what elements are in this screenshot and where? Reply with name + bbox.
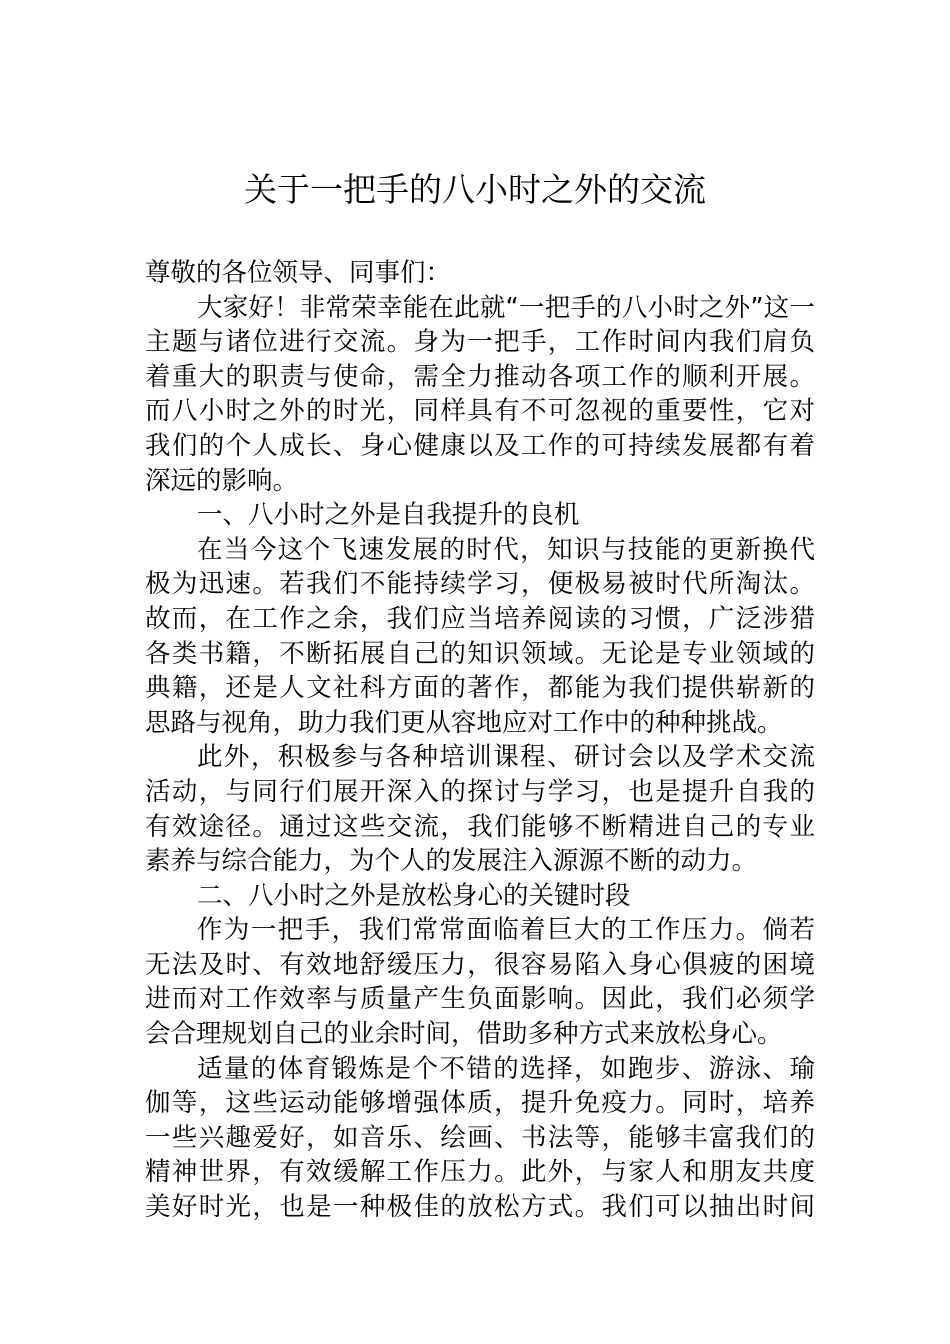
text-line: 主题与诸位进行交流。身为一把手，工作时间内我们肩负 <box>145 327 815 358</box>
section-heading <box>145 879 815 914</box>
text-line: 精神世界，有效缓解工作压力。此外，与家人和朋友共度 <box>145 1157 815 1188</box>
text-line: 而八小时之外的时光，同样具有不可忽视的重要性，它对 <box>145 396 815 427</box>
text-line: 一、八小时之外是自我提升的良机 <box>197 500 580 531</box>
text-line: 极为迅速。若我们不能持续学习，便极易被时代所淘汰。 <box>145 569 815 600</box>
text-line: 美好时光，也是一种极佳的放松方式。我们可以抽出时间 <box>145 1192 815 1223</box>
text-line: 此外，积极参与各种培训课程、研讨会以及学术交流 <box>197 742 815 773</box>
text-line: 典籍，还是人文社科方面的著作，都能为我们提供崭新的 <box>145 673 815 704</box>
text-line: 伽等，这些运动能够增强体质，提升免疫力。同时，培养 <box>145 1088 815 1119</box>
text-line: 思路与视角，助力我们更从容地应对工作中的种种挑战。 <box>145 707 783 738</box>
greeting: 尊敬的各位领导、同事们： <box>145 258 452 288</box>
text-line: 深远的影响。 <box>145 465 299 496</box>
text-line: 各类书籍，不断拓展自己的知识领域。无论是专业领域的 <box>145 638 815 669</box>
section-heading <box>145 498 815 533</box>
text-line: 二、八小时之外是放松身心的关键时段 <box>197 880 631 911</box>
paragraph <box>145 913 815 1051</box>
text-line: 素养与综合能力，为个人的发展注入源源不断的动力。 <box>145 846 758 877</box>
text-line: 活动，与同行们展开深入的探讨与学习，也是提升自我的 <box>145 776 815 807</box>
text-line: 作为一把手，我们常常面临着巨大的工作压力。倘若 <box>197 915 815 946</box>
text-line: 一些兴趣爱好，如音乐、绘画、书法等，能够丰富我们的 <box>145 1122 815 1153</box>
text-line: 会合理规划自己的业余时间，借助多种方式来放松身心。 <box>145 1019 783 1050</box>
text-line: 适量的体育锻炼是个不错的选择，如跑步、游泳、瑜 <box>197 1053 815 1084</box>
text-line: 我们的个人成长、身心健康以及工作的可持续发展都有着 <box>145 430 815 461</box>
text-line: 进而对工作效率与质量产生负面影响。因此，我们必须学 <box>145 984 815 1015</box>
paragraph <box>145 1052 815 1225</box>
paragraph <box>145 740 815 878</box>
text-line: 故而，在工作之余，我们应当培养阅读的习惯，广泛涉猎 <box>145 603 815 634</box>
document-body <box>145 256 815 1225</box>
text-line: 在当今这个飞速发展的时代，知识与技能的更新换代 <box>197 534 815 565</box>
document-title: 关于一把手的八小时之外的交流 <box>244 170 706 209</box>
paragraph <box>145 291 815 499</box>
paragraph <box>145 533 815 741</box>
text-line: 有效途径。通过这些交流，我们能够不断精进自己的专业 <box>145 811 815 842</box>
text-line: 无法及时、有效地舒缓压力，很容易陷入身心俱疲的困境 <box>145 949 815 980</box>
text-line: 大家好！非常荣幸能在此就“一把手的八小时之外”这一 <box>197 292 815 323</box>
text-line: 着重大的职责与使命，需全力推动各项工作的顺利开展。 <box>145 361 815 392</box>
